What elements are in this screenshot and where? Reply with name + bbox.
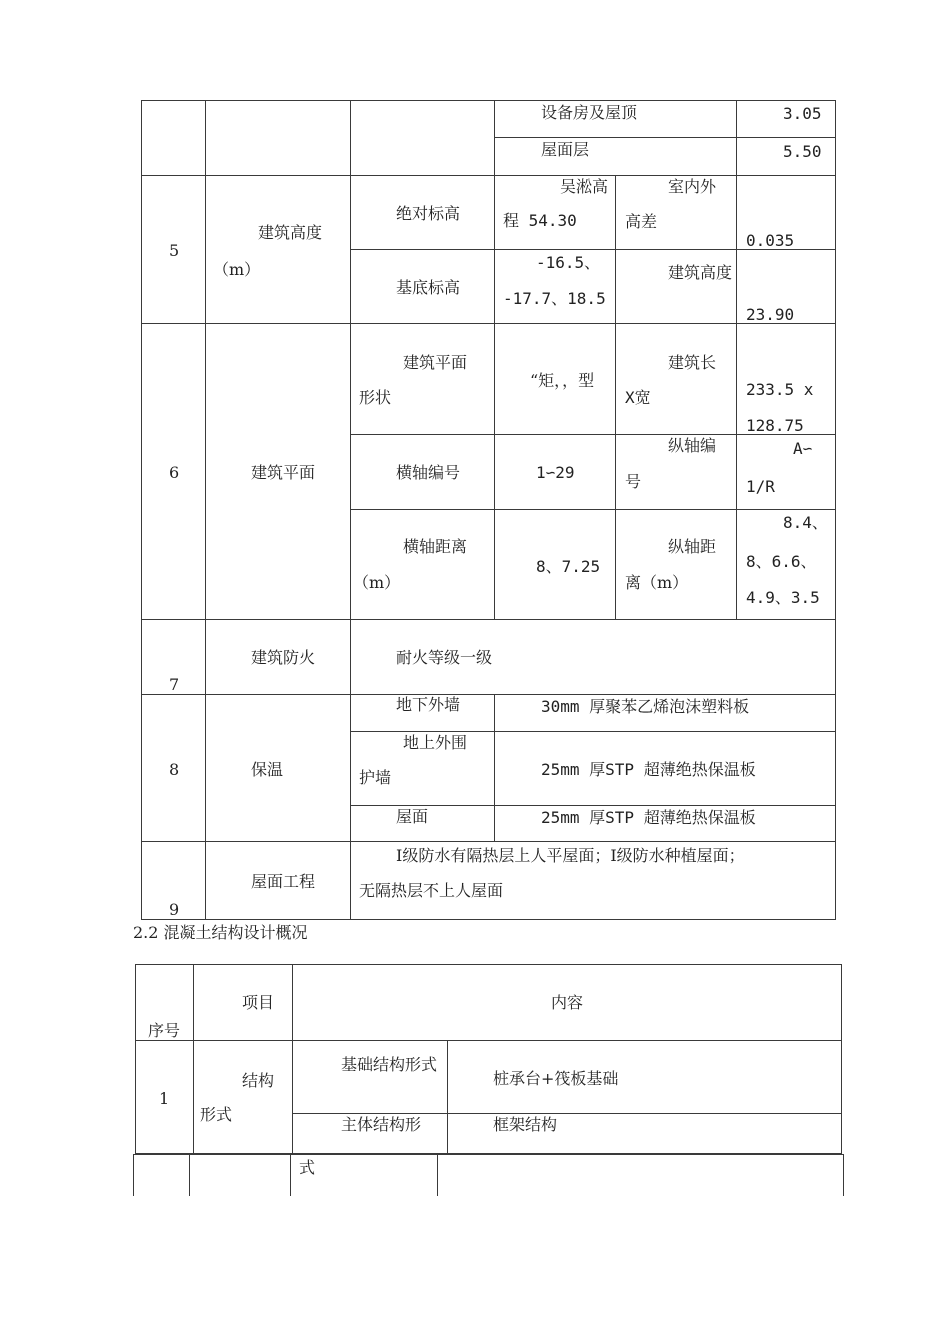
header-item: 项目 [242, 993, 275, 1012]
row-6-number: 6 [169, 463, 180, 482]
indoor-outdoor-diff-line2: 高差 [625, 212, 658, 231]
roof-insulation-value: 25mm 厚STP 超薄绝热保温板 [541, 808, 756, 827]
row-7-number: 7 [169, 675, 180, 694]
vertical-axis-number-value-line1: A∽ [793, 439, 813, 458]
basement-wall-value: 30mm 厚聚苯乙烯泡沫塑料板 [541, 697, 750, 716]
concrete-structure-table [135, 964, 842, 1154]
fire-rating-content: 耐火等级一级 [396, 648, 493, 667]
row-6-item: 建筑平面 [251, 463, 316, 482]
wusong-elevation-line2: 程 54.30 [503, 211, 577, 230]
row-8-number: 8 [169, 760, 180, 779]
main-structure-label-continuation: 式 [299, 1158, 316, 1177]
row-7-item: 建筑防火 [251, 648, 316, 667]
roof-layer-label: 屋面层 [541, 140, 590, 159]
row-9-number: 9 [169, 900, 180, 919]
plan-shape-label-line2: 形状 [359, 388, 392, 407]
horizontal-axis-number-value: 1∽29 [536, 463, 575, 482]
header-serial-number: 序号 [148, 1021, 181, 1040]
equip-roof-label: 设备房及屋顶 [541, 103, 638, 122]
indoor-outdoor-diff-value: 0.035 [746, 231, 795, 250]
base-elevation-label: 基底标高 [396, 278, 461, 297]
concrete-structure-table-continuation [133, 1154, 844, 1196]
vertical-axis-distance-label-line2: 离（m） [625, 573, 689, 592]
vertical-axis-distance-value-3: 4.9、3.5 [746, 588, 820, 607]
foundation-structure-label: 基础结构形式 [341, 1055, 438, 1074]
building-height-value: 23.90 [746, 305, 795, 324]
roof-engineering-content-line1: I级防水有隔热层上人平屋面；I级防水种植屋面； [396, 846, 745, 865]
vertical-axis-number-label-line1: 纵轴编 [668, 436, 717, 455]
vertical-axis-distance-value-2: 8、6.6、 [746, 552, 817, 571]
base-elevation-line1: -16.5、 [536, 253, 601, 272]
base-elevation-line2: -17.7、18.5 [503, 289, 606, 308]
row-9-item: 屋面工程 [251, 872, 316, 891]
length-width-value-line2: 128.75 [746, 416, 804, 435]
row-5-item-line2: （m） [213, 260, 261, 279]
header-content: 内容 [551, 993, 584, 1012]
length-width-value-line1: 233.5 x [746, 380, 814, 399]
structure-form-label-line2: 形式 [200, 1105, 233, 1124]
main-structure-label: 主体结构形 [341, 1115, 422, 1134]
foundation-structure-value: 桩承台+筏板基础 [493, 1069, 619, 1088]
building-height-label: 建筑高度 [668, 263, 733, 282]
horizontal-axis-distance-label-line2: （m） [353, 573, 401, 592]
roof-insulation-label: 屋面 [396, 807, 429, 826]
above-ground-wall-label-line1: 地上外围 [403, 733, 468, 752]
above-ground-wall-value: 25mm 厚STP 超薄绝热保温板 [541, 760, 756, 779]
vertical-axis-number-label-line2: 号 [625, 472, 642, 491]
vertical-axis-distance-label-line1: 纵轴距 [668, 537, 717, 556]
indoor-outdoor-diff-line1: 室内外 [668, 177, 717, 196]
row-8-item: 保温 [251, 760, 284, 779]
row-1-number: 1 [159, 1089, 170, 1108]
horizontal-axis-distance-label-line1: 横轴距离 [403, 537, 468, 556]
plan-shape-label-line1: 建筑平面 [403, 353, 468, 372]
row-5-item-line1: 建筑高度 [258, 223, 323, 242]
main-structure-value: 框架结构 [493, 1115, 558, 1134]
length-width-label-line1: 建筑长 [668, 353, 717, 372]
structure-form-label-line1: 结构 [242, 1071, 275, 1090]
row-5-number: 5 [169, 241, 180, 260]
roof-engineering-content-line2: 无隔热层不上人屋面 [359, 881, 504, 900]
length-width-label-line2: X宽 [625, 388, 651, 407]
absolute-elevation-label: 绝对标高 [396, 204, 461, 223]
above-ground-wall-label-line2: 护墙 [359, 768, 392, 787]
equip-roof-value: 3.05 [783, 104, 822, 123]
basement-wall-label: 地下外墙 [396, 695, 461, 714]
section-heading: 2.2 混凝土结构设计概况 [133, 923, 308, 942]
vertical-axis-distance-value-1: 8.4、 [783, 513, 828, 532]
vertical-axis-number-value-line2: 1/R [746, 477, 775, 496]
building-overview-table [141, 100, 836, 920]
plan-shape-value: “矩，，型 [530, 371, 595, 390]
horizontal-axis-distance-value: 8、7.25 [536, 557, 601, 576]
wusong-elevation-line1: 吴淞高 [560, 177, 609, 196]
horizontal-axis-number-label: 横轴编号 [396, 463, 461, 482]
roof-layer-value: 5.50 [783, 142, 822, 161]
